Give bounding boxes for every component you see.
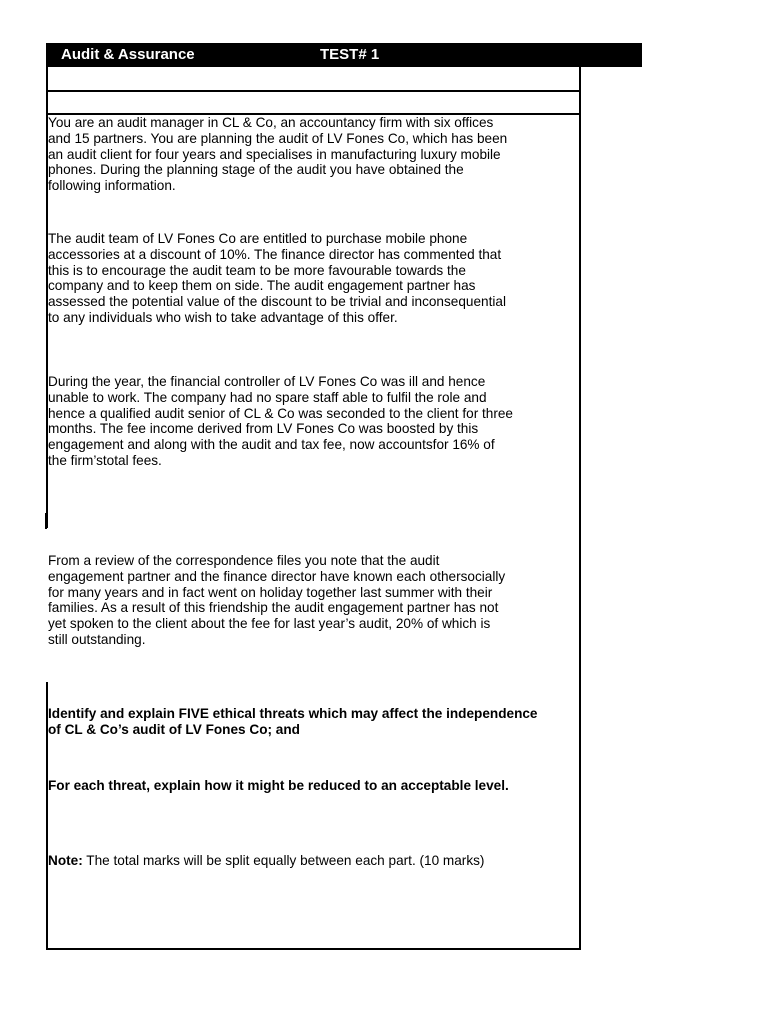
text-line: to any individuals who wish to take advantage of this offer.	[48, 309, 398, 325]
text-line: company and to keep them on side. The audit engagement partner has	[48, 278, 476, 294]
text-line: From a review of the correspondence files you note that the audit	[48, 553, 440, 568]
note-label: Note:	[48, 853, 83, 868]
question-frame	[46, 67, 581, 950]
text-line: this is to encourage the audit team to be more favourable towards the	[48, 262, 466, 278]
text-line: families. As a result of this friendship the audit engagement partner has not	[48, 600, 499, 616]
text-line: engagement partner and the finance director have known each othersocially	[48, 568, 506, 584]
scenario-paragraph-2	[48, 231, 578, 326]
text-line: engagement and along with the audit and tax fee, now accountsfor 16% of	[48, 437, 495, 453]
requirement-1	[48, 706, 578, 738]
text-line: hence a qualified audit senior of CL & Co was seconded to the client for three	[48, 405, 513, 421]
text-line: following information.	[48, 178, 176, 194]
text-line: You are an audit manager in CL & Co, an accountancy firm with six offices	[48, 115, 494, 130]
text-line: months. The fee income derived from LV Fones Co was boosted by this	[48, 421, 479, 437]
test-label: TEST# 1	[320, 46, 380, 63]
text-cursor	[45, 513, 47, 529]
text-line: and 15 partners. You are planning the audit of LV Fones Co, which has been	[48, 130, 508, 146]
divider-line	[46, 90, 579, 92]
text-line: an audit client for four years and specialises in manufacturing luxury mobile	[48, 146, 501, 162]
text-line: Identify and explain FIVE ethical threats which may affect the independence	[48, 706, 538, 721]
requirement-2	[48, 778, 578, 794]
note-text: The total marks will be split equally between each part. (10 marks)	[82, 853, 485, 868]
text-line: For each threat, explain how it might be reduced to an acceptable level.	[48, 778, 509, 793]
text-line: the firm’stotal fees.	[48, 452, 162, 468]
text-line: assessed the potential value of the discount to be trivial and inconsequential	[48, 294, 506, 310]
note-line	[48, 853, 578, 869]
header-bar	[46, 43, 642, 67]
text-line: phones. During the planning stage of the audit you have obtained the	[48, 162, 464, 178]
text-line: The audit team of LV Fones Co are entitled to purchase mobile phone	[48, 231, 468, 246]
scenario-paragraph-4	[48, 553, 578, 648]
text-line: unable to work. The company had no spare staff able to fulfil the role and	[48, 389, 487, 405]
text-line: for many years and in fact went on holiday together last summer with their	[48, 584, 493, 600]
text-line: yet spoken to the client about the fee for last year’s audit, 20% of which is	[48, 616, 491, 632]
scenario-paragraph-1	[48, 115, 578, 194]
text-line: of CL & Co’s audit of LV Fones Co; and	[48, 721, 300, 737]
text-line: still outstanding.	[48, 631, 146, 647]
text-line: accessories at a discount of 10%. The finance director has commented that	[48, 246, 502, 262]
header-title: Audit & Assurance	[61, 46, 195, 63]
text-line: During the year, the financial controller of LV Fones Co was ill and hence	[48, 374, 486, 389]
scenario-paragraph-3	[48, 374, 578, 469]
